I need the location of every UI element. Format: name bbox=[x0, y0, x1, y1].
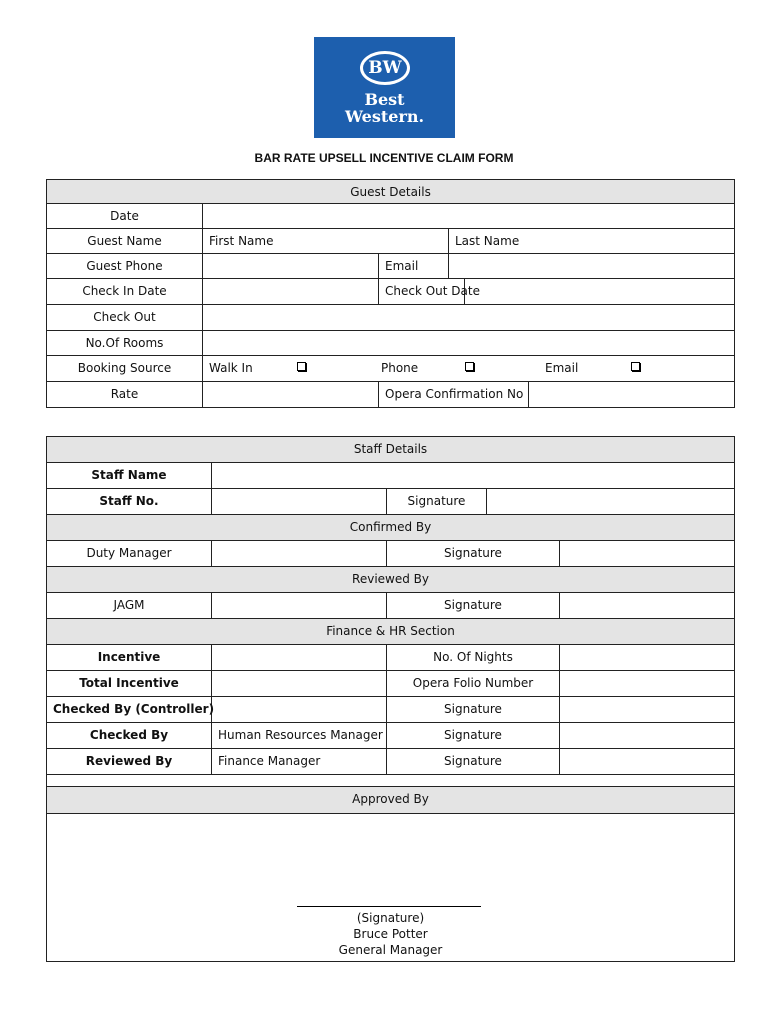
gm-title: General Manager bbox=[338, 943, 443, 957]
incentive-label: Incentive bbox=[47, 645, 212, 671]
jagm-signature-label: Signature bbox=[387, 593, 560, 619]
opera-confirmation-field[interactable] bbox=[529, 382, 735, 408]
approved-by-header: Approved By bbox=[47, 787, 735, 814]
opera-confirmation-label: Opera Confirmation No bbox=[379, 382, 529, 408]
rate-label: Rate bbox=[47, 382, 203, 408]
check-out-date-label: Check Out Date bbox=[379, 279, 465, 305]
reviewed-by-header: Reviewed By bbox=[47, 567, 735, 593]
no-of-nights-label: No. Of Nights bbox=[387, 645, 560, 671]
last-name-field[interactable] bbox=[449, 229, 735, 254]
opera-folio-field[interactable] bbox=[560, 671, 735, 697]
best-western-logo bbox=[314, 37, 455, 138]
walk-in-label: Walk In bbox=[209, 361, 253, 375]
duty-manager-field[interactable] bbox=[212, 541, 387, 567]
approval-signature-area[interactable] bbox=[47, 814, 735, 962]
check-in-date-label: Check In Date bbox=[47, 279, 203, 305]
guest-details-table bbox=[46, 179, 735, 408]
phone-option-label: Phone bbox=[381, 361, 419, 375]
hr-signature-field[interactable] bbox=[560, 723, 735, 749]
form-title: BAR RATE UPSELL INCENTIVE CLAIM FORM bbox=[254, 151, 514, 165]
date-label: Date bbox=[47, 204, 203, 229]
staff-signature-field[interactable] bbox=[487, 489, 735, 515]
jagm-label: JAGM bbox=[47, 593, 212, 619]
email-option-label: Email bbox=[545, 361, 579, 375]
logo-line-1: Best bbox=[364, 90, 405, 109]
logo-monogram: BW bbox=[360, 51, 410, 85]
controller-signature-label: Signature bbox=[387, 697, 560, 723]
signature-line bbox=[297, 906, 481, 907]
no-of-rooms-label: No.Of Rooms bbox=[47, 331, 203, 356]
check-out-field[interactable] bbox=[203, 305, 735, 331]
check-out-label: Check Out bbox=[47, 305, 203, 331]
logo-line-2: Western. bbox=[344, 107, 425, 126]
hr-signature-label: Signature bbox=[387, 723, 560, 749]
staff-name-field[interactable] bbox=[212, 463, 735, 489]
checked-by-controller-field[interactable] bbox=[212, 697, 387, 723]
finance-manager-label: Finance Manager bbox=[212, 749, 387, 775]
total-incentive-field[interactable] bbox=[212, 671, 387, 697]
walk-in-checkbox[interactable] bbox=[297, 362, 306, 371]
checked-by-label: Checked By bbox=[47, 723, 212, 749]
duty-manager-signature-label: Signature bbox=[387, 541, 560, 567]
finance-signature-label: Signature bbox=[387, 749, 560, 775]
last-name-label: Last Name bbox=[455, 234, 520, 248]
duty-manager-label: Duty Manager bbox=[47, 541, 212, 567]
first-name-label: First Name bbox=[209, 234, 274, 248]
staff-signature-label: Signature bbox=[387, 489, 487, 515]
guest-phone-field[interactable] bbox=[203, 254, 379, 279]
confirmed-by-header: Confirmed By bbox=[47, 515, 735, 541]
email-field[interactable] bbox=[449, 254, 735, 279]
staff-details-table bbox=[46, 436, 735, 962]
finance-hr-header: Finance & HR Section bbox=[47, 619, 735, 645]
rate-field[interactable] bbox=[203, 382, 379, 408]
no-of-nights-field[interactable] bbox=[560, 645, 735, 671]
jagm-signature-field[interactable] bbox=[560, 593, 735, 619]
finance-signature-field[interactable] bbox=[560, 749, 735, 775]
check-in-date-field[interactable] bbox=[203, 279, 379, 305]
reviewed-by-label: Reviewed By bbox=[47, 749, 212, 775]
staff-details-header: Staff Details bbox=[47, 437, 735, 463]
phone-checkbox[interactable] bbox=[465, 362, 474, 371]
duty-manager-signature-field[interactable] bbox=[560, 541, 735, 567]
guest-details-header: Guest Details bbox=[47, 180, 735, 204]
check-out-date-field[interactable] bbox=[465, 279, 735, 305]
staff-name-label: Staff Name bbox=[47, 463, 212, 489]
incentive-field[interactable] bbox=[212, 645, 387, 671]
opera-folio-label: Opera Folio Number bbox=[387, 671, 560, 697]
guest-name-label: Guest Name bbox=[47, 229, 203, 254]
booking-source-label: Booking Source bbox=[47, 356, 203, 382]
signature-caption: (Signature) bbox=[356, 911, 425, 925]
booking-source-options bbox=[203, 356, 735, 382]
no-of-rooms-field[interactable] bbox=[203, 331, 735, 356]
jagm-field[interactable] bbox=[212, 593, 387, 619]
email-label: Email bbox=[379, 254, 449, 279]
spacer-row bbox=[47, 775, 735, 787]
controller-signature-field[interactable] bbox=[560, 697, 735, 723]
total-incentive-label: Total Incentive bbox=[47, 671, 212, 697]
date-field[interactable] bbox=[203, 204, 735, 229]
hr-manager-label: Human Resources Manager bbox=[212, 723, 387, 749]
gm-name: Bruce Potter bbox=[353, 927, 428, 941]
staff-no-label: Staff No. bbox=[47, 489, 212, 515]
first-name-field[interactable] bbox=[203, 229, 449, 254]
guest-phone-label: Guest Phone bbox=[47, 254, 203, 279]
checked-by-controller-label: Checked By (Controller) bbox=[47, 697, 212, 723]
email-checkbox[interactable] bbox=[631, 362, 640, 371]
staff-no-field[interactable] bbox=[212, 489, 387, 515]
